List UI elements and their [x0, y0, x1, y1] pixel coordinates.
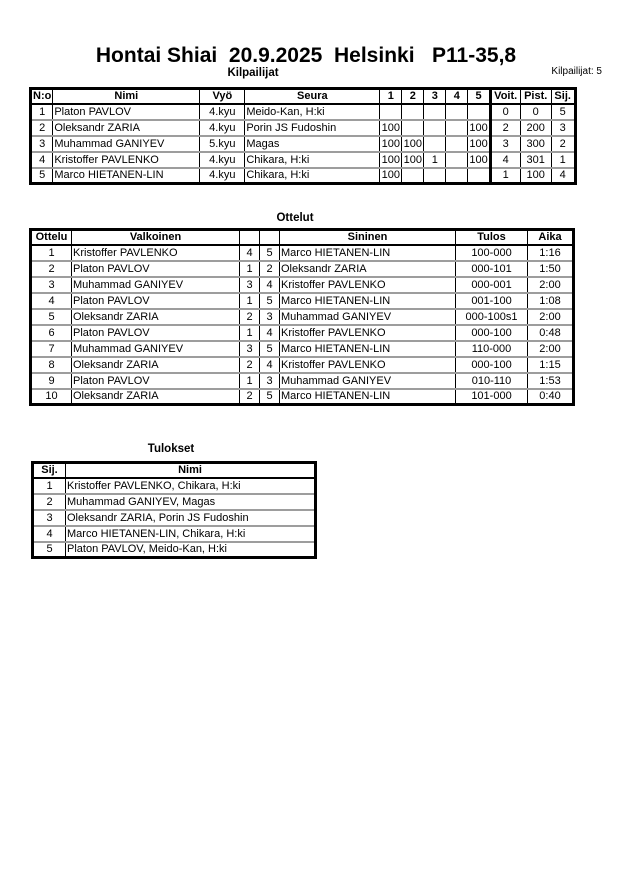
matrix-cell: 100 — [403, 137, 422, 150]
competitor-wins: 4 — [490, 152, 520, 168]
header-white: Valkoinen — [72, 230, 240, 245]
match-row — [31, 357, 574, 373]
match-row — [31, 373, 574, 389]
competitor-name: Muhammad GANIYEV — [53, 136, 200, 152]
section-title-results: Tulokset — [147, 443, 195, 455]
blue-name: Marco HIETANEN-LIN — [280, 245, 456, 261]
match-no: 8 — [31, 357, 72, 373]
match-result: 000-100s1 — [456, 309, 528, 325]
match-time: 1:15 — [528, 357, 574, 373]
blue-name: Oleksandr ZARIA — [280, 261, 456, 277]
result-name: Marco HIETANEN-LIN, Chikara, H:ki — [66, 526, 316, 542]
match-row — [31, 341, 574, 357]
result-row — [33, 478, 316, 494]
competitors-table — [29, 87, 577, 185]
white-number: 2 — [240, 389, 260, 405]
match-row — [31, 261, 574, 277]
competitor-wins: 2 — [490, 120, 520, 136]
competitor-points: 0 — [520, 104, 551, 120]
competitor-no: 2 — [31, 120, 53, 136]
competitor-points: 100 — [520, 168, 551, 184]
competitor-name: Platon PAVLOV — [53, 104, 200, 120]
header-place: Sij. — [33, 463, 66, 478]
match-time: 2:00 — [528, 309, 574, 325]
competitor-row — [31, 152, 576, 168]
matrix-cell — [446, 168, 468, 184]
competitor-place: 5 — [551, 104, 575, 120]
blue-name: Muhammad GANIYEV — [280, 373, 456, 389]
match-row — [31, 389, 574, 405]
match-no: 7 — [31, 341, 72, 357]
white-number: 1 — [240, 261, 260, 277]
result-place: 1 — [33, 478, 66, 494]
match-result: 000-001 — [456, 277, 528, 293]
competitor-row — [31, 136, 576, 152]
header-col4: 4 — [446, 89, 468, 104]
blue-number: 5 — [260, 341, 280, 357]
header-points: Pist. — [520, 89, 551, 104]
header-no: N:o — [31, 89, 53, 104]
competitor-points: 200 — [520, 120, 551, 136]
matrix-cell: 100 — [380, 168, 402, 184]
match-no: 5 — [31, 309, 72, 325]
result-place: 2 — [33, 494, 66, 510]
competitor-club: Chikara, H:ki — [245, 152, 380, 168]
competitor-no: 5 — [31, 168, 53, 184]
match-row — [31, 277, 574, 293]
section-title-matches: Ottelut — [276, 212, 314, 224]
result-place: 5 — [33, 542, 66, 558]
competitor-points: 301 — [520, 152, 551, 168]
blue-number: 5 — [260, 389, 280, 405]
competitor-place: 4 — [551, 168, 575, 184]
match-no: 9 — [31, 373, 72, 389]
matrix-cell — [402, 168, 424, 184]
competitor-belt: 5.kyu — [200, 136, 245, 152]
match-no: 2 — [31, 261, 72, 277]
matrix-cell — [446, 104, 468, 120]
match-time: 0:40 — [528, 389, 574, 405]
match-row — [31, 245, 574, 261]
matrix-cell: 1 — [424, 152, 446, 168]
blue-number: 5 — [260, 293, 280, 309]
result-row — [33, 542, 316, 558]
result-name: Muhammad GANIYEV, Magas — [66, 494, 316, 510]
header-col5: 5 — [468, 89, 490, 104]
match-result: 101-000 — [456, 389, 528, 405]
result-row — [33, 526, 316, 542]
result-place: 3 — [33, 510, 66, 526]
competitor-place: 2 — [551, 136, 575, 152]
white-number: 1 — [240, 325, 260, 341]
blue-name: Kristoffer PAVLENKO — [280, 357, 456, 373]
results-header-row — [33, 463, 316, 478]
matrix-cell — [446, 152, 468, 168]
white-number: 3 — [240, 277, 260, 293]
white-name: Oleksandr ZARIA — [72, 309, 240, 325]
competitor-belt: 4.kyu — [200, 168, 245, 184]
page-title: Hontai Shiai 20.9.2025 Helsinki P11-35,8 — [95, 44, 517, 67]
white-name: Oleksandr ZARIA — [72, 389, 240, 405]
result-row — [33, 494, 316, 510]
competitor-no: 4 — [31, 152, 53, 168]
competitor-name: Oleksandr ZARIA — [53, 120, 200, 136]
competitor-points: 300 — [520, 136, 551, 152]
white-name: Platon PAVLOV — [72, 261, 240, 277]
white-name: Platon PAVLOV — [72, 373, 240, 389]
blue-number: 4 — [260, 325, 280, 341]
competitor-belt: 4.kyu — [200, 104, 245, 120]
match-row — [31, 325, 574, 341]
header-name: Nimi — [53, 89, 200, 104]
matrix-cell — [380, 104, 402, 120]
competitor-place: 3 — [551, 120, 575, 136]
matrix-cell — [446, 136, 468, 152]
match-no: 6 — [31, 325, 72, 341]
white-name: Platon PAVLOV — [72, 325, 240, 341]
blue-number: 4 — [260, 277, 280, 293]
blue-number: 4 — [260, 357, 280, 373]
match-time: 1:50 — [528, 261, 574, 277]
competitors-header-row — [31, 89, 576, 104]
competitor-wins: 3 — [490, 136, 520, 152]
competitor-row — [31, 120, 576, 136]
match-result: 000-100 — [456, 325, 528, 341]
competitor-club: Meido-Kan, H:ki — [245, 104, 380, 120]
blue-name: Marco HIETANEN-LIN — [280, 293, 456, 309]
header-club: Seura — [245, 89, 380, 104]
competitor-name: Kristoffer PAVLENKO — [53, 152, 200, 168]
match-no: 3 — [31, 277, 72, 293]
competitor-wins: 1 — [490, 168, 520, 184]
header-place: Sij. — [551, 89, 575, 104]
match-no: 10 — [31, 389, 72, 405]
matrix-cell: 100 — [468, 120, 490, 136]
match-time: 2:00 — [528, 277, 574, 293]
matches-header-row — [31, 230, 574, 245]
match-result: 010-110 — [456, 373, 528, 389]
result-row — [33, 510, 316, 526]
matrix-cell: 100 — [381, 121, 400, 134]
competitor-no: 3 — [31, 136, 53, 152]
match-time: 0:48 — [528, 325, 574, 341]
blue-number: 5 — [260, 245, 280, 261]
match-time: 2:00 — [528, 341, 574, 357]
matrix-cell — [424, 168, 446, 184]
results-table — [31, 461, 317, 559]
competitor-club: Porin JS Fudoshin — [245, 120, 380, 136]
white-name: Muhammad GANIYEV — [72, 341, 240, 357]
header-time: Aika — [528, 230, 574, 245]
header-belt: Vyö — [200, 89, 245, 104]
match-time: 1:53 — [528, 373, 574, 389]
header-col3: 3 — [424, 89, 446, 104]
white-number: 1 — [240, 293, 260, 309]
match-header-spacer — [240, 230, 260, 245]
match-row — [31, 309, 574, 325]
white-number: 4 — [240, 245, 260, 261]
white-number: 2 — [240, 309, 260, 325]
result-name: Kristoffer PAVLENKO, Chikara, H:ki — [66, 478, 316, 494]
matrix-cell — [468, 104, 490, 120]
competitor-belt: 4.kyu — [200, 152, 245, 168]
match-no: 4 — [31, 293, 72, 309]
header-wins: Voit. — [490, 89, 520, 104]
matrix-cell — [446, 120, 468, 136]
competitor-club: Chikara, H:ki — [245, 168, 380, 184]
white-name: Platon PAVLOV — [72, 293, 240, 309]
matrix-cell — [402, 120, 424, 136]
header-name: Nimi — [66, 463, 316, 478]
matrix-cell: 100 — [468, 136, 490, 152]
white-number: 3 — [240, 341, 260, 357]
match-result: 001-100 — [456, 293, 528, 309]
competitor-belt: 4.kyu — [200, 120, 245, 136]
result-name: Oleksandr ZARIA, Porin JS Fudoshin — [66, 510, 316, 526]
competitors-count-label: Kilpailijat: 5 — [551, 66, 602, 77]
white-name: Kristoffer PAVLENKO — [72, 245, 240, 261]
matrix-cell — [402, 104, 424, 120]
white-number: 1 — [240, 373, 260, 389]
result-name: Platon PAVLOV, Meido-Kan, H:ki — [66, 542, 316, 558]
blue-name: Muhammad GANIYEV — [280, 309, 456, 325]
header-match: Ottelu — [31, 230, 72, 245]
match-result: 000-101 — [456, 261, 528, 277]
blue-number: 3 — [260, 309, 280, 325]
section-title-competitors: Kilpailijat — [227, 67, 279, 79]
header-col1: 1 — [380, 89, 402, 104]
matrix-cell: 100 — [381, 137, 400, 150]
matrix-cell — [424, 120, 446, 136]
match-no: 1 — [31, 245, 72, 261]
match-result: 000-100 — [456, 357, 528, 373]
match-header-spacer — [260, 230, 280, 245]
competitor-row — [31, 168, 576, 184]
matrix-cell: 100 — [468, 152, 490, 168]
blue-number: 3 — [260, 373, 280, 389]
blue-number: 2 — [260, 261, 280, 277]
matches-table — [29, 228, 575, 406]
matrix-cell — [424, 104, 446, 120]
header-blue: Sininen — [280, 230, 456, 245]
match-time: 1:08 — [528, 293, 574, 309]
match-time: 1:16 — [528, 245, 574, 261]
competitor-club: Magas — [245, 136, 380, 152]
matrix-cell: 100 — [381, 153, 400, 166]
white-name: Muhammad GANIYEV — [72, 277, 240, 293]
blue-name: Marco HIETANEN-LIN — [280, 389, 456, 405]
competitor-place: 1 — [551, 152, 575, 168]
blue-name: Marco HIETANEN-LIN — [280, 341, 456, 357]
competitor-row — [31, 104, 576, 120]
matrix-cell — [468, 168, 490, 184]
header-result: Tulos — [456, 230, 528, 245]
match-result: 110-000 — [456, 341, 528, 357]
white-name: Oleksandr ZARIA — [72, 357, 240, 373]
header-col2: 2 — [402, 89, 424, 104]
competitor-no: 1 — [31, 104, 53, 120]
blue-name: Kristoffer PAVLENKO — [280, 277, 456, 293]
result-place: 4 — [33, 526, 66, 542]
competitor-name: Marco HIETANEN-LIN — [53, 168, 200, 184]
match-result: 100-000 — [456, 245, 528, 261]
matrix-cell: 100 — [403, 153, 422, 166]
competitor-wins: 0 — [490, 104, 520, 120]
white-number: 2 — [240, 357, 260, 373]
blue-name: Kristoffer PAVLENKO — [280, 325, 456, 341]
matrix-cell — [424, 136, 446, 152]
match-row — [31, 293, 574, 309]
